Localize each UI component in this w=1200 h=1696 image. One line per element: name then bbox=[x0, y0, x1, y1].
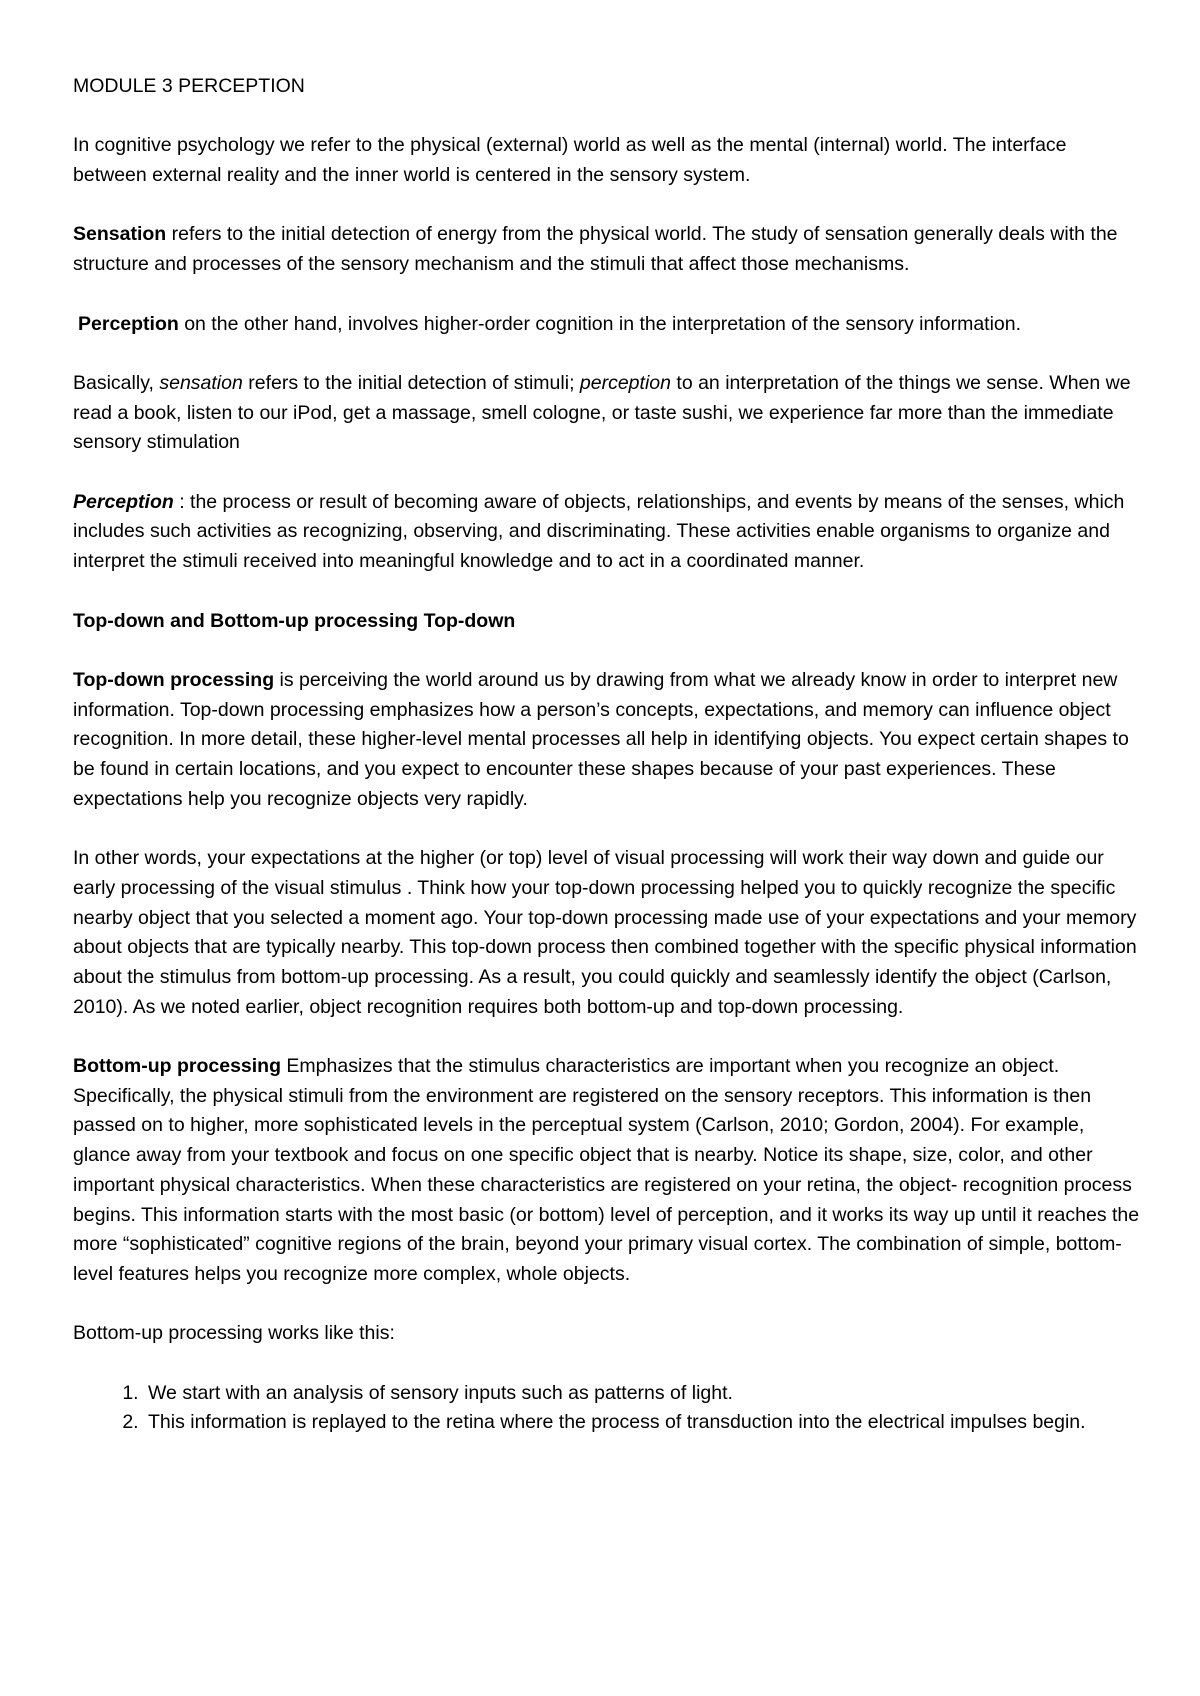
steps-list bbox=[73, 1379, 1140, 1438]
sensation-italic: sensation bbox=[159, 371, 243, 394]
topdown-paragraph bbox=[73, 666, 1140, 815]
section-heading: Top-down and Bottom-up processing Top-down bbox=[73, 609, 516, 632]
topdown-term: Top-down processing bbox=[73, 668, 275, 691]
definition-text: : the process or result of becoming aware of objects, relationships, and events by means of the senses, which includes such activities as recognizing, observing, and discriminating. These activities enable organisms to organize and interpret the stimuli received into meaningful knowledge and to act in a coordinated manner. bbox=[73, 490, 1125, 573]
bottomup-term: Bottom-up processing bbox=[73, 1055, 281, 1078]
basically-paragraph: Basically, sensation refers to the initial detection of stimuli; perception to an interpretation of the things we sense. When we read a book, listen to our iPod, get a massage, smell cologne, or taste sushi, we experience far more than the immediate sensory stimulation bbox=[73, 371, 1131, 454]
document-title: MODULE 3 PERCEPTION bbox=[73, 75, 305, 97]
list-item: 2. This information is replayed to the retina where the process of transduction into the electrical impulses begin. bbox=[144, 1408, 1140, 1438]
perception-term: Perception bbox=[78, 312, 179, 335]
list-item: 1. We start with an analysis of sensory inputs such as patterns of light. bbox=[144, 1379, 1140, 1409]
topdown-text: is perceiving the world around us by drawing from what we already know in order to interpret new information. Top-down processing emphasizes how a person’s concepts, expectations, and memory can influence object recognition. In more detail, these higher-level mental processes all help in identifying objects. You expect certain shapes to be found in certain locations, and you expect to encounter these shapes because of your past experiences. These expectations help you recognize objects very rapidly. bbox=[73, 668, 1129, 810]
bottomup-paragraph bbox=[73, 1052, 1140, 1290]
perception-italic: perception bbox=[579, 371, 671, 394]
perception-paragraph bbox=[73, 310, 1140, 340]
definition-paragraph bbox=[73, 488, 1140, 577]
sensation-paragraph bbox=[73, 220, 1140, 279]
bottomup-text: Emphasizes that the stimulus characteristics are important when you recognize an object. Specifically, the physical stimuli from the environment are registered on the sensory receptors. This information is then passed on to higher, more sophisticated levels in the perceptual system (Carlson, 2010; Gordon, 2004). For example, glance away from your textbook and focus on one specific object that is nearby. Notice its shape, size, color, and other important physical characteristics. When these characteristics are registered on your retina, the object- recognition process begins. This information starts with the most basic (or bottom) level of perception, and it works its way up until it reaches the more “sophisticated” cognitive regions of the brain, beyond your primary visual cortex. The combination of simple, bottom-level features helps you recognize more complex, whole objects. bbox=[73, 1055, 1140, 1285]
works-like-paragraph: Bottom-up processing works like this: bbox=[73, 1322, 395, 1345]
other-words-paragraph: In other words, your expectations at the higher (or top) level of visual processing will work their way down and guide our early processing of the visual stimulus . Think how your top-down processing helped you to quickly recognize the specific nearby object that you selected a moment ago. Your top-down processing made use of your expectations and your memory about objects that are typically nearby. This top-down process then combined together with the specific physical information about the stimulus from bottom-up processing. As a result, you could quickly and seamlessly identify the object (Carlson, 2010). As we noted earlier, object recognition requires both bottom-up and top-down processing. bbox=[73, 847, 1137, 1018]
perception-text: on the other hand, involves higher-order cognition in the interpretation of the sensory information. bbox=[178, 312, 1022, 335]
sensation-term: Sensation bbox=[73, 223, 167, 246]
definition-term: Perception bbox=[73, 490, 174, 513]
intro-paragraph: In cognitive psychology we refer to the physical (external) world as well as the mental (internal) world. The interface between external reality and the inner world is centered in the sensory system. bbox=[73, 134, 1067, 187]
sensation-text: refers to the initial detection of energy from the physical world. The study of sensation generally deals with the structure and processes of the sensory mechanism and the stimuli that affect those mechanisms. bbox=[73, 223, 1118, 276]
